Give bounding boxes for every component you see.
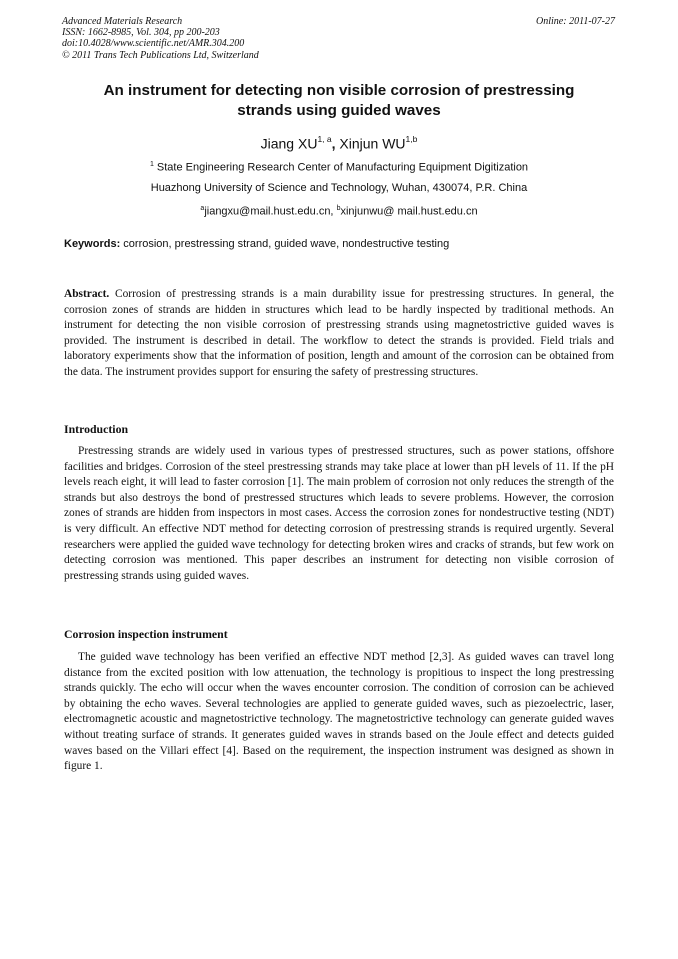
- section-heading-corrosion-instrument: Corrosion inspection instrument: [64, 627, 228, 641]
- keywords-text: corrosion, prestressing strand, guided wave, nondestructive testing: [120, 238, 450, 250]
- issn-line: ISSN: 1662-8985, Vol. 304, pp 200-203: [62, 27, 220, 39]
- author-1-name: Jiang XU: [260, 135, 318, 152]
- affiliation-mark: 1: [149, 161, 154, 168]
- email-b[interactable]: xinjunwu@ mail.hust.edu.cn: [340, 205, 478, 218]
- affiliation-line-1: [64, 158, 614, 175]
- abstract-label: Abstract.: [64, 288, 110, 300]
- abstract-text: Corrosion of prestressing strands is a main durability issue for prestressing structures. In general, the corrosion zones of strands are hidden in structures which lead to be hardly inspected by traditional methods. An instrument for detecting the non visible corrosion of prestressing strands using magnetostrictive guided waves is provided. The instrument is described in detail. The workflow to detect the strands is provided. Field trials and laboratory experiments show that the information of position, length and amount of the corrosion can be obtained from the data. The instrument provides support for ensuring the safety of prestressing structures.: [64, 288, 614, 378]
- title-line-1: An instrument for detecting non visible corrosion of prestressing: [103, 82, 575, 99]
- journal-name: Advanced Materials Research: [62, 16, 183, 27]
- paper-title: [64, 81, 614, 120]
- author-separator: ,: [331, 135, 340, 152]
- abstract: [64, 287, 614, 381]
- corrosion-instrument-paragraph: The guided wave technology has been verified an effective NDT method [2,3]. As guided waves can travel long distance from the excited position with low attenuation, the technology is propitious to inspect the long prestressing strands quickly. The echo will occur when the waves encounter corrosion. The condition of corrosion can be achieved by obtaining the echo waves. Several technologies are applied to generate guided waves, such as piezoelectric, laser, electromagnetic acoustic and magnetostrictive technology. The magnetostrictive technology can generate guided waves without treating surface of strands. It generates guided waves in strands based on the Joule effect and detects guided waves based on the Villari effect [4]. Based on the requirement, the inspection instrument was designed as shown in figure 1.: [64, 651, 614, 773]
- section-heading-introduction: Introduction: [64, 422, 129, 436]
- introduction-section: [64, 444, 614, 584]
- online-date: Online: 2011-07-27: [536, 16, 615, 27]
- doi-line: doi:10.4028/www.scientific.net/AMR.304.200: [62, 38, 245, 50]
- author-2-affiliation-mark: 1,b: [405, 134, 418, 144]
- author-emails: [64, 202, 614, 219]
- corrosion-instrument-section: [64, 650, 614, 775]
- publication-info: [62, 16, 615, 61]
- author-2-name: Xinjun WU: [339, 135, 406, 152]
- introduction-paragraph: Prestressing strands are widely used in various types of prestressed structures, such as power stations, offshore facilities and bridges. Corrosion of the steel prestressing strands may take place at lower than pH levels of 11. If the pH levels reach eight, it will lead to faster corrosion [1]. The main problem of corrosion not only reduces the strength of the strands but also destroys the bond of prestressed structures which leads to severe problems. However, the corrosion zones of strands are hidden from inspectors in most cases. Access the corrosion zones for nondestructive testing (NDT) is very difficult. An effective NDT method for detecting corrosion of prestressing strands is required urgently. Several researchers were applied the guided wave technology for detecting broken wires and cracks of strands, but few work on detecting corrosion was mentioned. This paper describes an instrument for detecting non visible corrosion of prestressing strands using guided waves.: [64, 445, 614, 582]
- running-header: [62, 16, 615, 61]
- email-b-mark: b: [336, 205, 341, 212]
- email-a-mark: a: [200, 205, 205, 212]
- author-1-affiliation-mark: 1, a: [317, 134, 332, 144]
- email-a[interactable]: jiangxu@mail.hust.edu.cn,: [204, 205, 337, 218]
- affiliation-center: State Engineering Research Center of Manufacturing Equipment Digitization: [153, 161, 529, 174]
- copyright-line: © 2011 Trans Tech Publications Ltd, Switzerland: [62, 49, 259, 61]
- affiliation-line-2: Huazhong University of Science and Technology, Wuhan, 430074, P.R. China: [150, 182, 528, 194]
- keywords-label: Keywords:: [64, 238, 121, 250]
- title-line-2: strands using guided waves: [237, 101, 441, 119]
- author-list: [64, 131, 614, 153]
- keywords: [64, 237, 614, 251]
